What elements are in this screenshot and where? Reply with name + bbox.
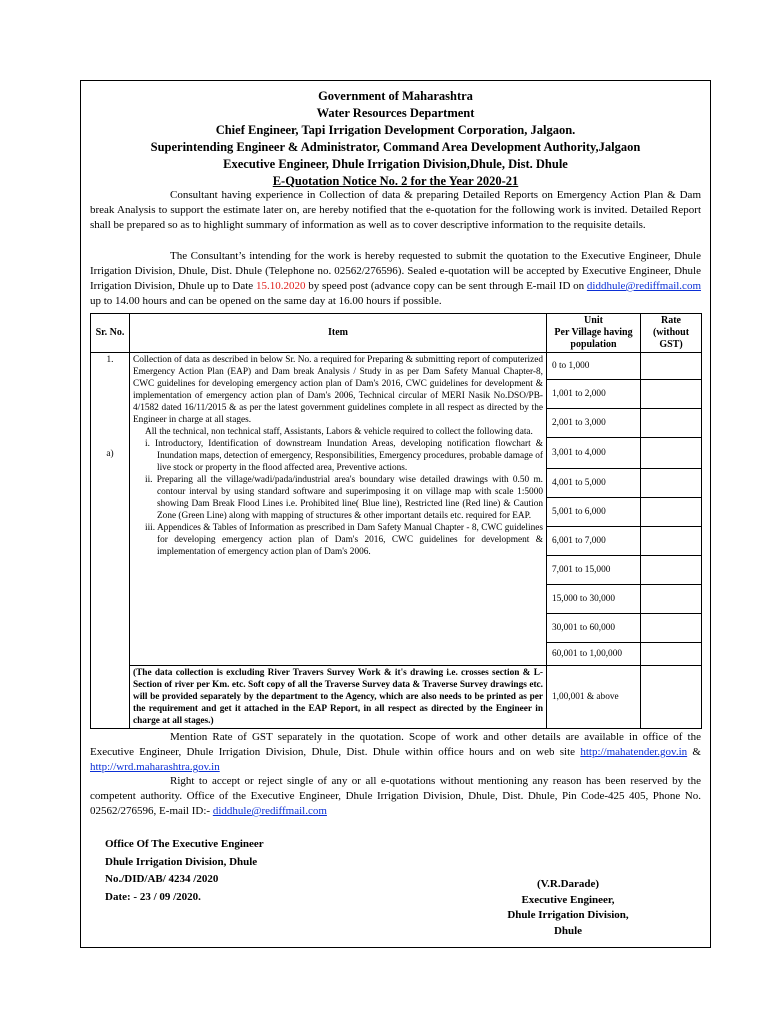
mahatender-link[interactable]: http://mahatender.gov.in — [580, 746, 688, 758]
unit-cell: 3,001 to 4,000 — [547, 438, 641, 469]
issue-date: Date: - 23 / 09 /2020. — [105, 890, 201, 903]
signatory-block — [488, 877, 648, 939]
unit-cell: 6,001 to 7,000 — [547, 527, 641, 556]
header-item: Item — [130, 314, 547, 353]
unit-cell: 1,001 to 2,000 — [547, 380, 641, 409]
rate-cell — [641, 409, 702, 438]
rate-cell — [641, 614, 702, 643]
rights-text: Right to accept or reject single of any or all e-quotations without mentioning any reason has been reserved by the competent authority. Office of the Executive Engineer, Dhule Irrigation Division, Dhule, Dist. Dhule, Pin Code-425 405, Phone No. 02562/276596, E-mail ID:- — [90, 775, 701, 817]
gst-paragraph — [90, 730, 701, 775]
signatory-designation: Executive Engineer, — [521, 893, 615, 906]
notice-header — [80, 88, 711, 190]
header-chief-engineer: Chief Engineer, Tapi Irrigation Development Corporation, Jalgaon. — [215, 123, 576, 137]
signatory-name: (V.R.Darade) — [536, 878, 600, 890]
submission-text-3: up to 14.00 hours and can be opened on the same day at 16.00 hours if possible. — [90, 295, 442, 307]
item-sub-ii: ii. Preparing all the village/wadi/pada/industrial area's boundary wise detailed drawings with 0.50 m. contour interval by using standard software and superimposing it on village map with scale 1:5000 showing Dam Break Flood Lines i.e. Prohibited line( Blue line), Restricted line (Red line) & Caution Zone (Green Line) along with mapping of structures & other important details etc. required for EAP. — [145, 475, 543, 521]
header-superintending-engineer: Superintending Engineer & Administrator, Command Area Development Authority,Jalgaon — [150, 140, 641, 154]
header-government: Government of Maharashtra — [318, 89, 473, 103]
sr-number-1: 1. — [106, 355, 114, 365]
rate-cell — [641, 556, 702, 585]
table-row — [91, 353, 702, 380]
signatory-location: Dhule — [553, 924, 583, 937]
unit-cell: 4,001 to 5,000 — [547, 469, 641, 498]
quotation-table — [90, 313, 702, 729]
office-division: Dhule Irrigation Division, Dhule — [105, 855, 258, 868]
office-email-link[interactable]: diddhule@rediffmail.com — [212, 805, 327, 817]
unit-cell: 1,00,001 & above — [547, 666, 641, 729]
rate-cell — [641, 643, 702, 666]
rate-cell — [641, 438, 702, 469]
header-executive-engineer: Executive Engineer, Dhule Irrigation Division,Dhule, Dist. Dhule — [223, 157, 568, 171]
item-description-cell — [130, 353, 547, 666]
reference-number: No./DID/AB/ 4234 /2020 — [105, 873, 219, 885]
header-unit-sub: Per Village having population — [554, 327, 633, 350]
intro-paragraph: Consultant having experience in Collection of data & preparing Detailed Reports on Emergency Action Plan & Dam break Analysis to support the estimate later on, are hereby notified that the e-quotation for the following work is invited. Detailed Report shall be prepared so as to highlight summary of information as well as to cover descriptive information to the requisite details. — [90, 189, 701, 231]
sr-letter-a: a) — [106, 449, 114, 459]
header-rate-title: Rate — [661, 315, 681, 326]
unit-cell: 2,001 to 3,000 — [547, 409, 641, 438]
rate-cell — [641, 666, 702, 729]
item-sub-i: i. Introductory, Identification of downstream Inundation Areas, developing notification flowchart & Inundation maps, detection of emergency, Responsibilities, Emergency procedures, probable damage of live stock or property in the flood affected area, Preventive actions. — [145, 439, 543, 473]
email-link[interactable]: diddhule@rediffmail.com — [586, 280, 701, 292]
rate-cell — [641, 527, 702, 556]
unit-cell: 60,001 to 1,00,000 — [547, 643, 641, 666]
sr-cell — [91, 353, 130, 729]
unit-cell: 7,001 to 15,000 — [547, 556, 641, 585]
header-unit — [547, 314, 641, 353]
header-department: Water Resources Department — [316, 106, 475, 120]
office-block — [105, 836, 264, 906]
gst-text: Mention Rate of GST separately in the quotation. Scope of work and other details are available in office of the Executive Engineer, Dhule Irrigation Division, Dhule, Dist. Dhule within office hours and on web site — [90, 731, 701, 758]
wrd-link[interactable]: http://wrd.maharashtra.gov.in — [90, 761, 220, 773]
signatory-division: Dhule Irrigation Division, — [507, 909, 629, 921]
link-separator: & — [687, 746, 701, 758]
item-description: Collection of data as described in below Sr. No. a required for Preparing & submitting report of computerized Emergency Action Plan (EAP) and Dam break Analysis / Study in as per Dam Safety Manual Chapter-8, CWC guidelines for developing emergency action plan of Dam's 2016, CWC guidelines for development & implementation of emergency action plan of Dam's 2006, Technical circular of MERI Nasik No.DSO/PB-4/1582 dated 16/11/2015 & as per the latest government guidelines complete in all respect as directed by the Engineer in charge at all stages. — [133, 355, 543, 425]
rate-cell — [641, 380, 702, 409]
header-srno: Sr. No. — [91, 314, 130, 353]
unit-cell: 5,001 to 6,000 — [547, 498, 641, 527]
rate-cell — [641, 585, 702, 614]
notice-title: E-Quotation Notice No. 2 for the Year 2020-21 — [272, 174, 519, 188]
rights-paragraph — [90, 774, 701, 819]
rate-cell — [641, 498, 702, 527]
submission-paragraph — [90, 249, 701, 309]
header-rate-sub: (without GST) — [652, 327, 690, 350]
rate-cell — [641, 469, 702, 498]
submission-text-2: by speed post (advance copy can be sent through E-mail ID on — [305, 280, 587, 292]
header-rate — [641, 314, 702, 353]
unit-cell: 15,000 to 30,000 — [547, 585, 641, 614]
office-title: Office Of The Executive Engineer — [105, 838, 264, 850]
table-row — [91, 666, 702, 729]
item-staff-note: All the technical, non technical staff, Assistants, Labors & vehicle required to collect the following data. — [145, 427, 533, 437]
submission-text: The Consultant’s intending for the work is hereby requested to submit the quotation to the Executive Engineer, Dhule Irrigation Division, Dhule, Dist. Dhule (Telephone no. 02562/276596). Sealed e-quotation will be accepted by Executive Engineer, Dhule Irrigation Division, Dhule up to Date — [90, 250, 701, 292]
unit-cell: 30,001 to 60,000 — [547, 614, 641, 643]
rate-cell — [641, 353, 702, 380]
due-date: 15.10.2020 — [255, 280, 306, 292]
item-sub-iii: iii. Appendices & Tables of Information as prescribed in Dam Safety Manual Chapter - 8, CWC guidelines for developing emergency action plan of Dam's 2016, CWC guidelines for development & implementation of emergency action plan of Dam's 2006. — [145, 523, 543, 557]
table-header-row — [91, 314, 702, 353]
unit-cell: 0 to 1,000 — [547, 353, 641, 380]
header-unit-title: Unit — [584, 315, 603, 326]
exclusion-note: (The data collection is excluding River Travers Survey Work & it's drawing i.e. crosses section & L-Section of river per Km. etc. Soft copy of all the Traverse Survey data & Traverse Survey drawings etc. will be provided separately by the department to the Agency, which are also needs to be printed as per the requirement and get it attached in the EAP Report, in all respect as directed by the Engineer in charge at all stages.) — [130, 666, 547, 729]
